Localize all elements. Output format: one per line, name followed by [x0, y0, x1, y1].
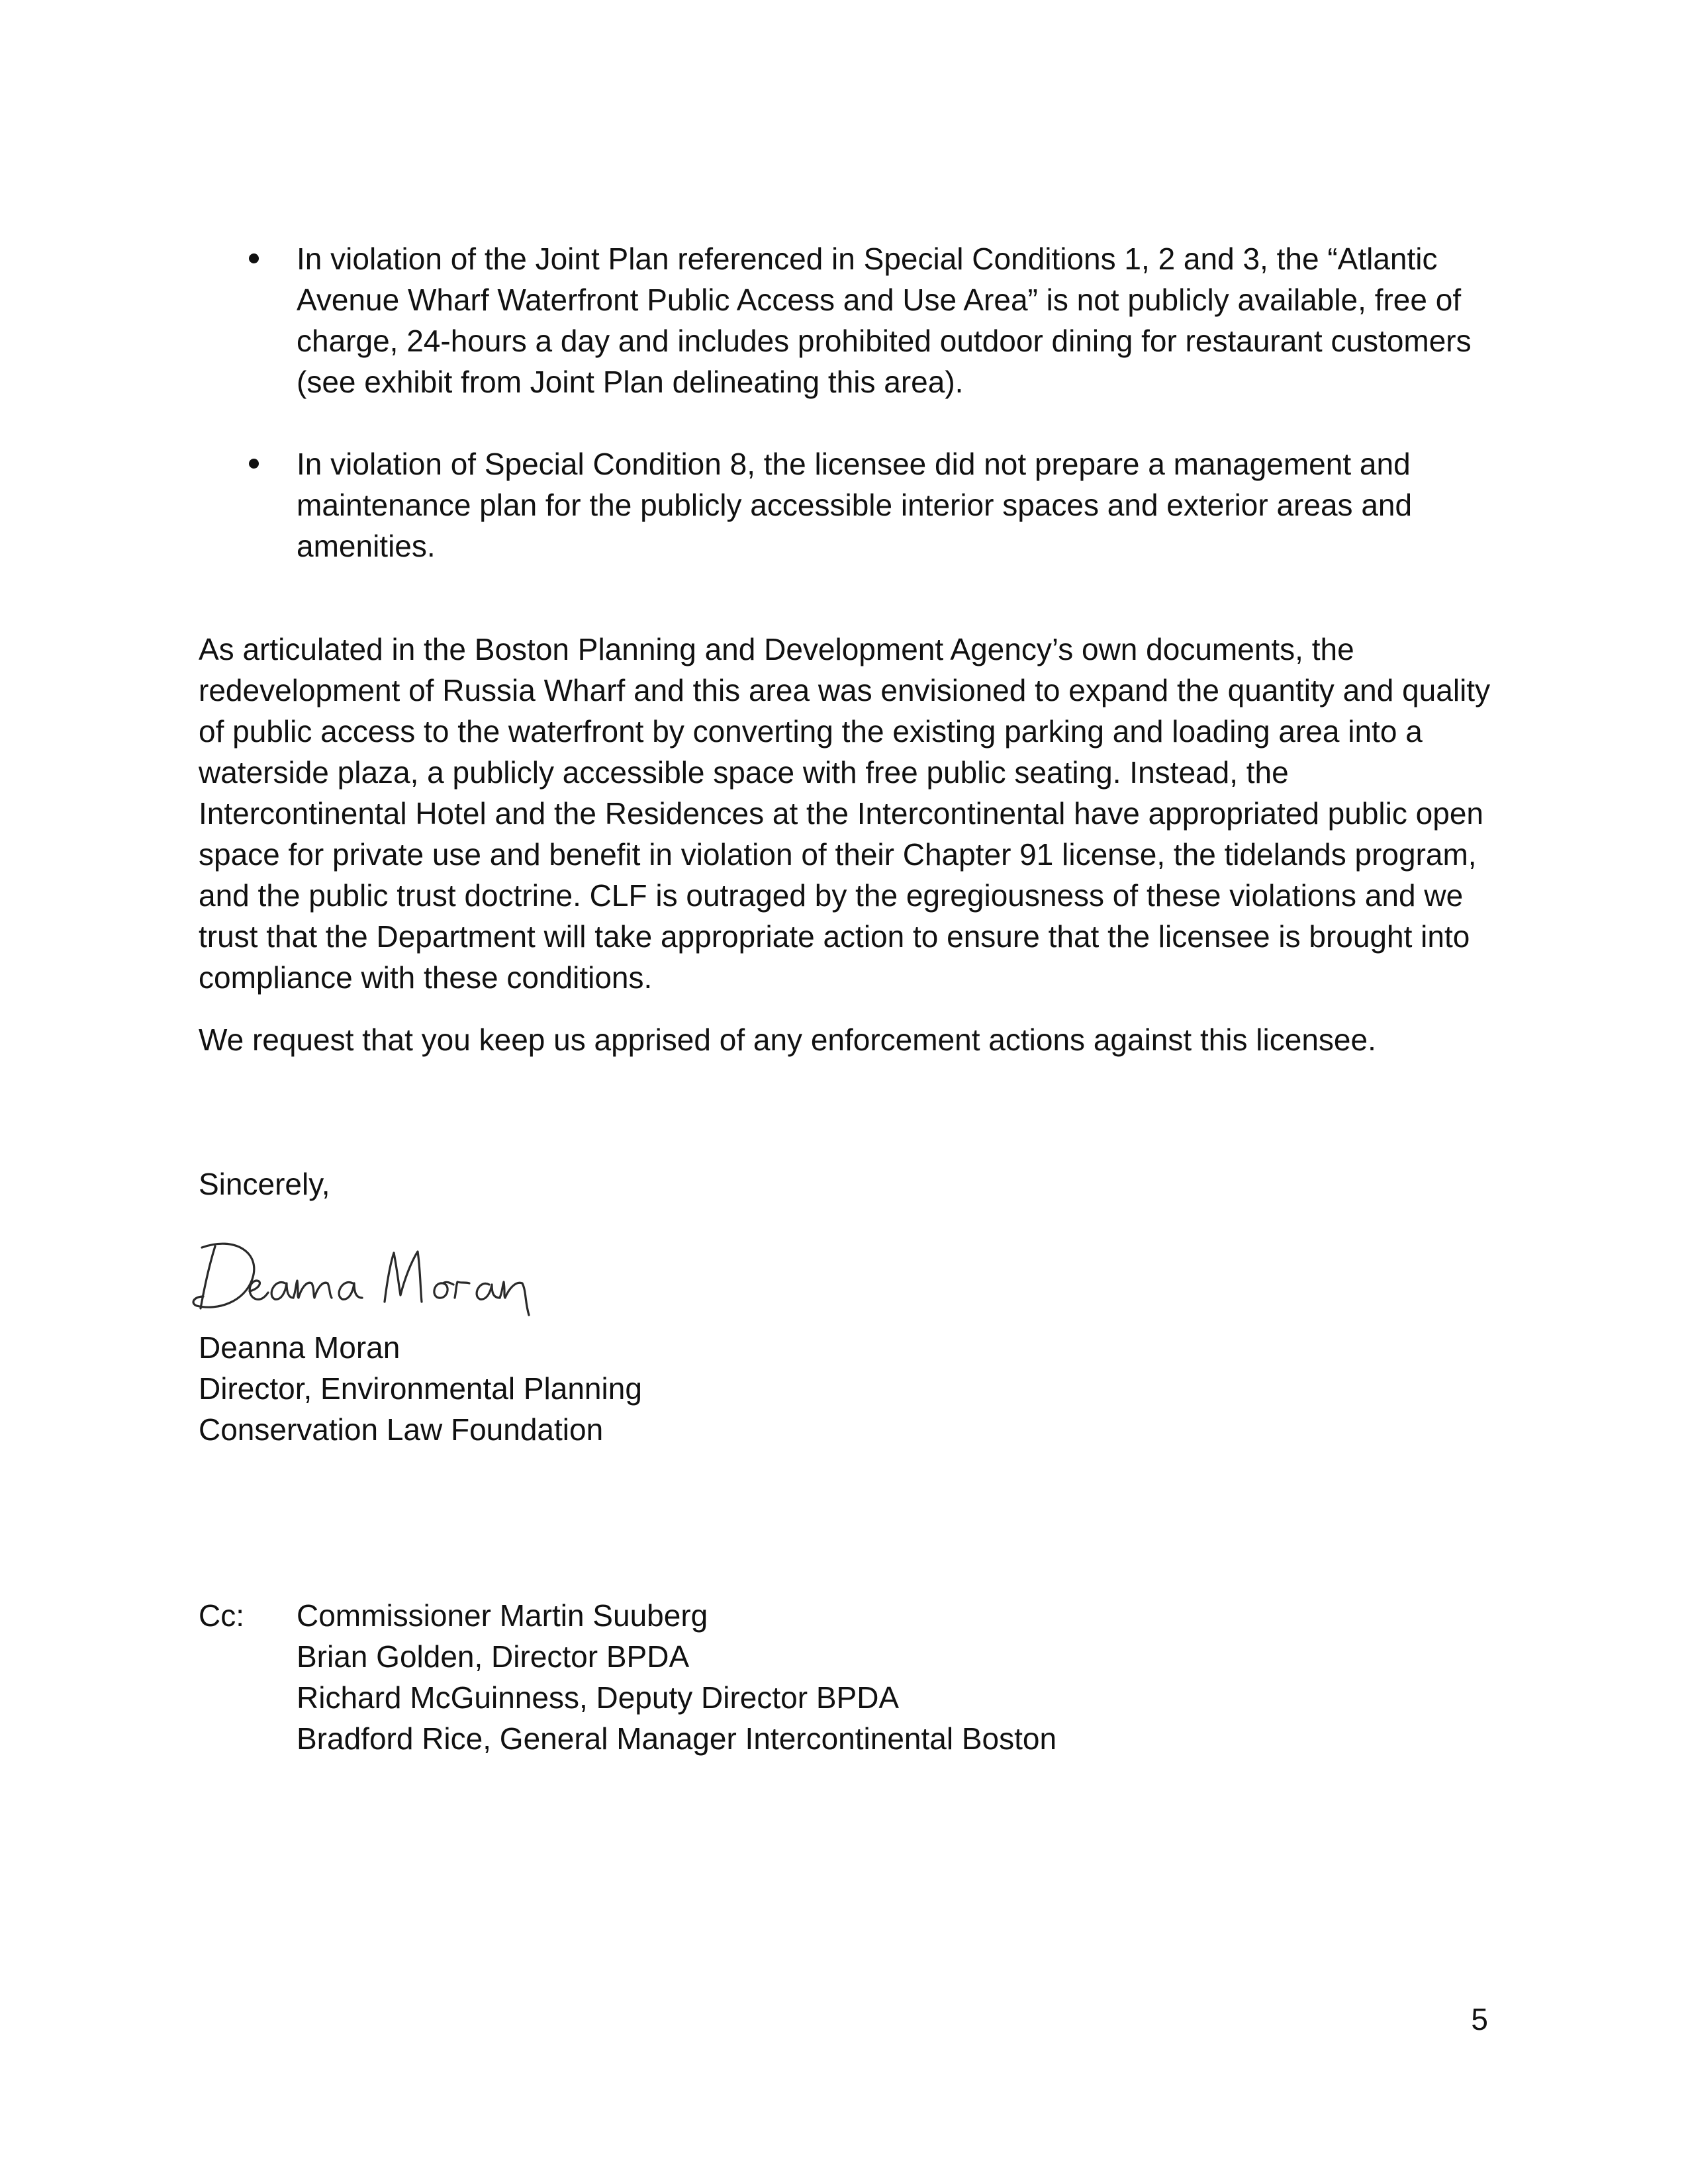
handwritten-signature [189, 1228, 573, 1320]
signer-title: Director, Environmental Planning [199, 1371, 642, 1406]
cc-recipient: Richard McGuinness, Deputy Director BPDA [297, 1680, 900, 1715]
signature-block [199, 1327, 642, 1450]
cc-label: Cc: [199, 1598, 244, 1633]
body-paragraph: As articulated in the Boston Planning and Development Agency’s own documents, the redevelopment of Russia Wharf and this area was envisioned to expand the quantity and quality of public access to the waterfront by converting the existing parking and loading area into a waterside plaza, a publicly accessible space with free public seating. Instead, the Intercontinental Hotel and the Residences at the Intercontinental have appropriated public open space for private use and benefit in violation of their Chapter 91 license, the tidelands program, and the public trust doctrine. CLF is outraged by the egregiousness of these violations and we trust that the Department will take appropriate action to ensure that the licensee is brought into compliance with these conditions. [199, 632, 1491, 995]
signer-organization: Conservation Law Foundation [199, 1412, 604, 1447]
violations-list [199, 238, 1489, 567]
bullet-icon [249, 459, 259, 469]
cc-recipients [297, 1595, 1455, 1759]
signer-name: Deanna Moran [199, 1330, 400, 1365]
bullet-icon [249, 253, 259, 263]
violation-item [199, 443, 1489, 567]
closing: Sincerely, [199, 1167, 330, 1201]
page-number: 5 [1471, 2002, 1488, 2036]
violation-item [199, 238, 1489, 402]
cc-recipient: Commissioner Martin Suuberg [297, 1598, 708, 1633]
violation-text: In violation of Special Condition 8, the licensee did not prepare a management and maintenance plan for the publicly accessible interior spaces and exterior areas and amenities. [297, 447, 1413, 563]
cc-recipient: Brian Golden, Director BPDA [297, 1639, 690, 1674]
request-paragraph: We request that you keep us apprised of any enforcement actions against this licensee. [199, 1023, 1376, 1057]
cc-recipient: Bradford Rice, General Manager Intercontinental Boston [297, 1721, 1057, 1756]
violation-text: In violation of the Joint Plan referenced in Special Conditions 1, 2 and 3, the “Atlantic Avenue Wharf Waterfront Public Access and Use Area” is not publicly available, free of charge, 24-hours a day and includes prohibited outdoor dining for restaurant customers (see exhibit from Joint Plan delineating this area). [297, 242, 1472, 399]
